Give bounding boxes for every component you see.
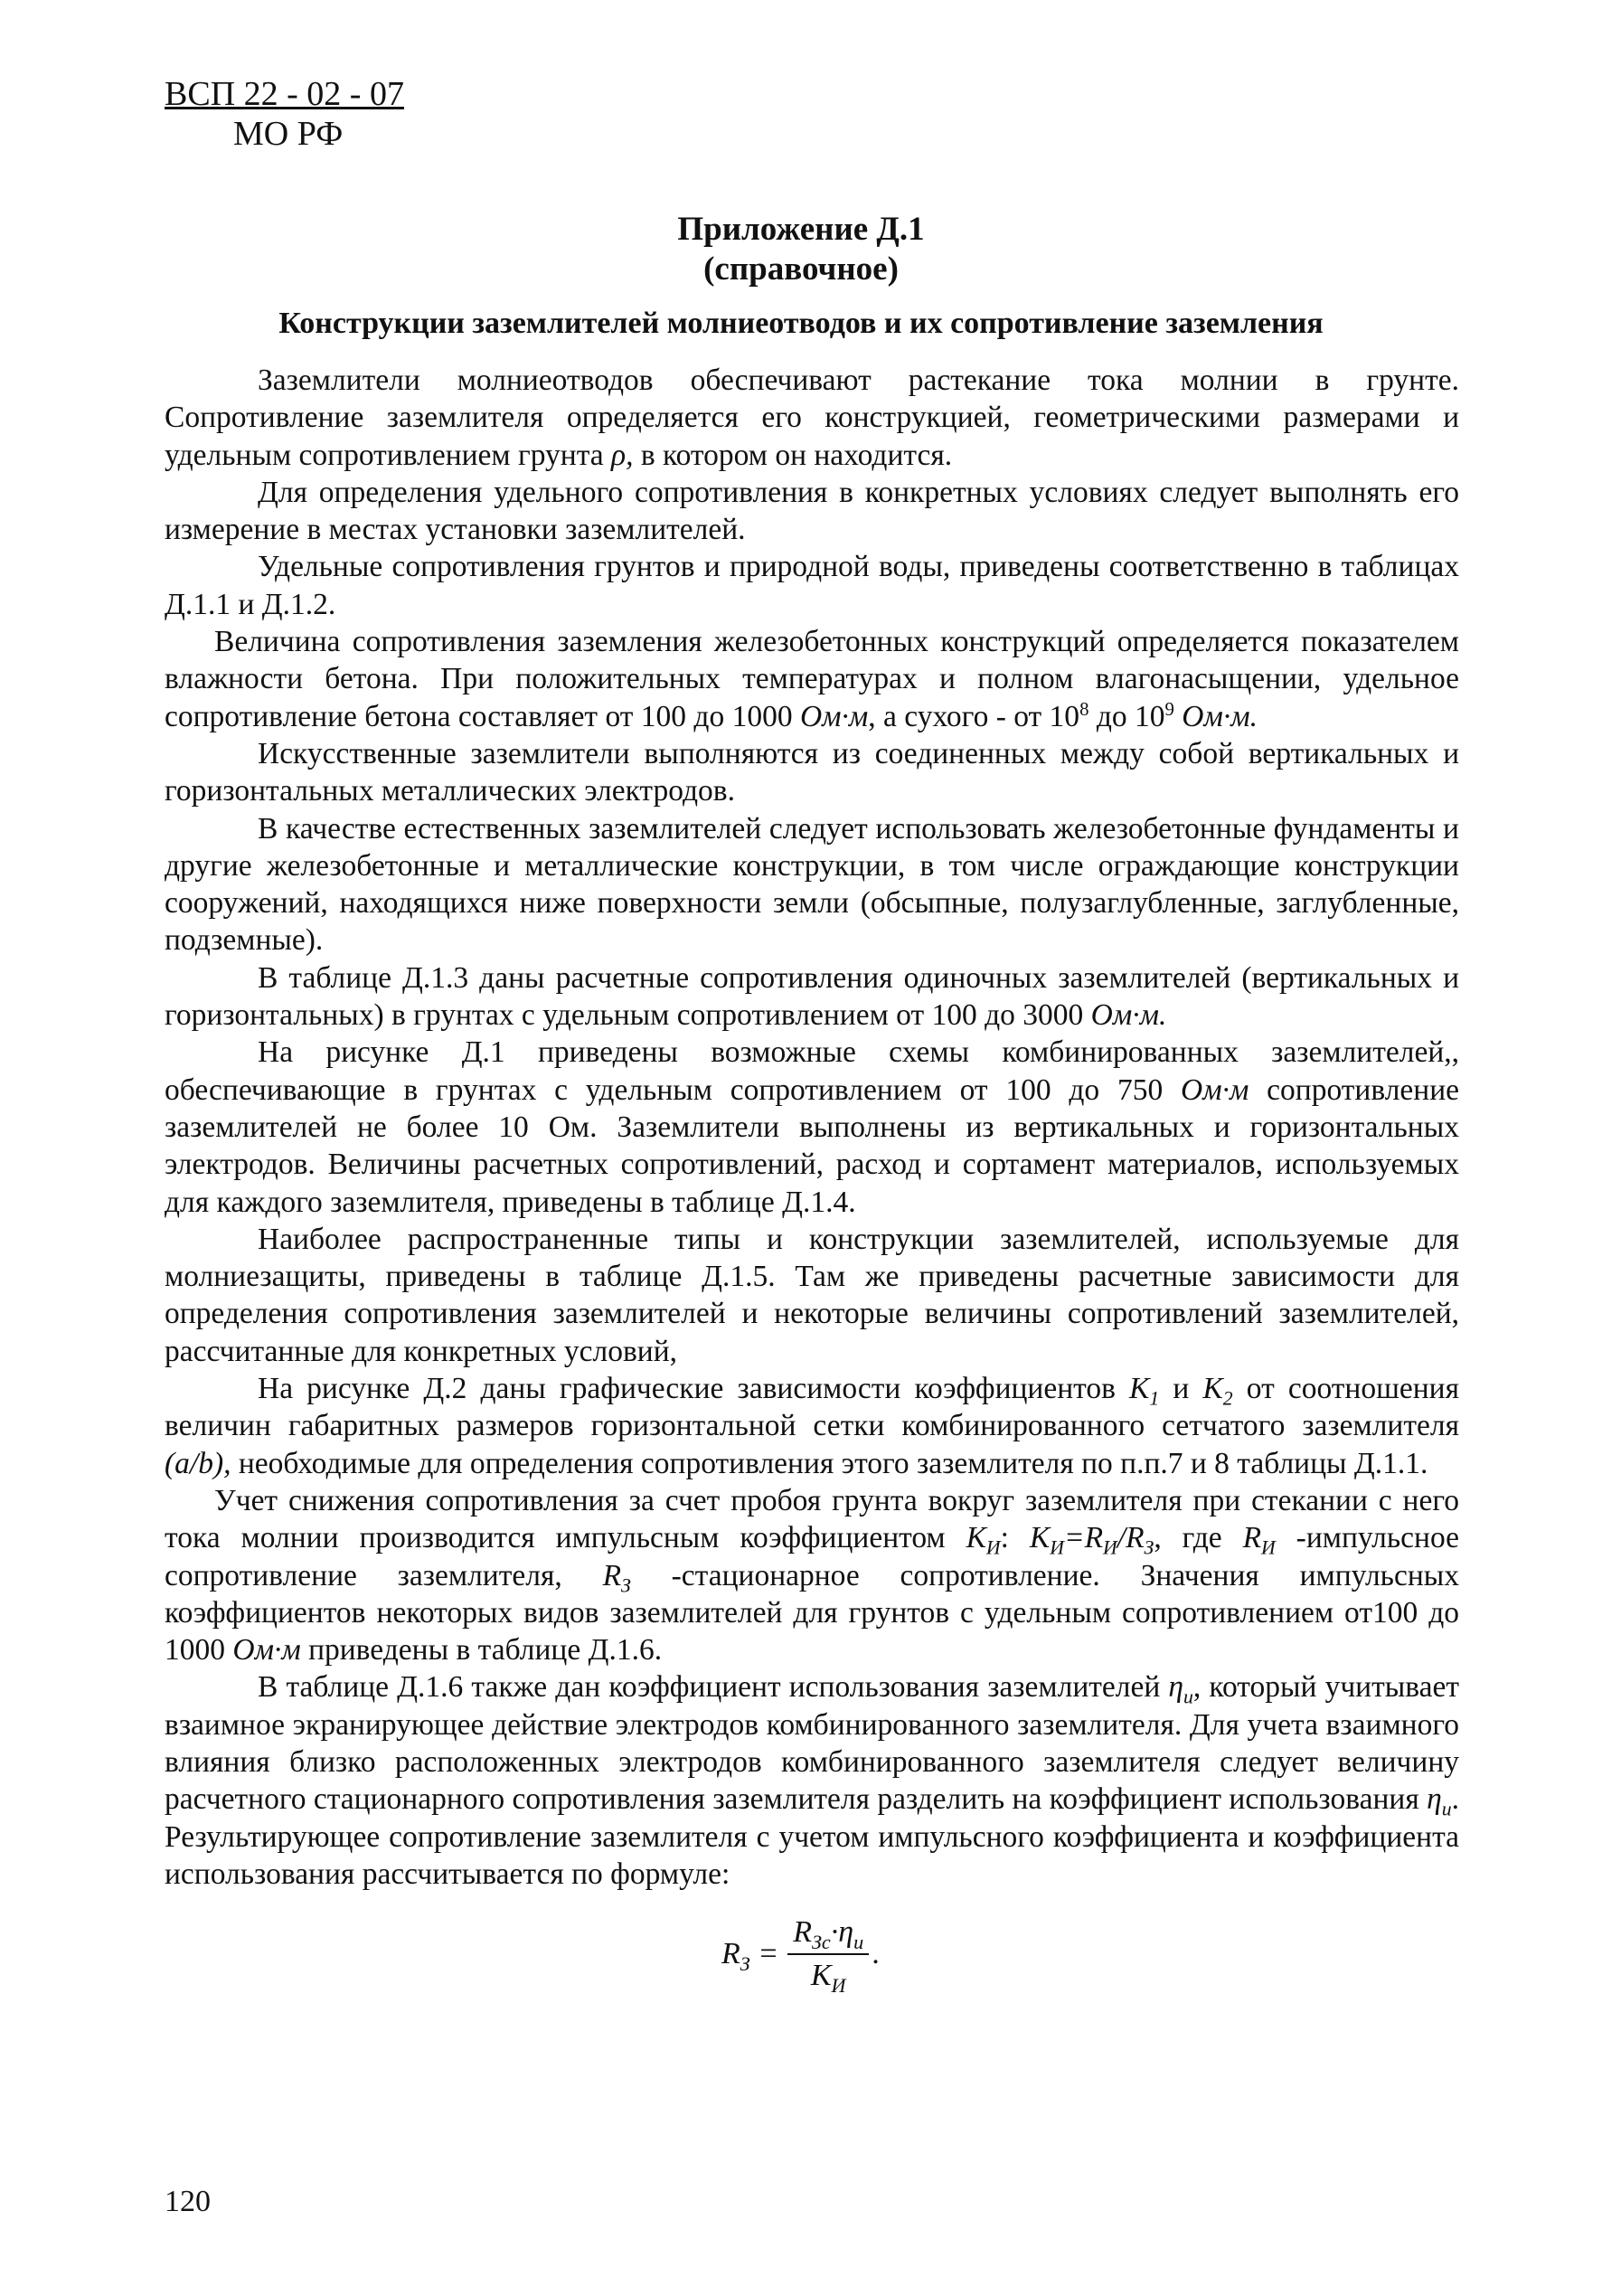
- formula-fraction: [787, 1915, 869, 1997]
- paragraph-4: Величина сопротивления заземления железобетонных конструкций определяется показателем влажности бетона. При положительных температурах и полном влагонасыщении, удельное сопротивление бетона составляет от 100 до 1000 Ом·м, а сухого - от $10^8$ до $10^9$ Ом·м.: [165, 625, 1459, 733]
- standard-code: ВСП 22 - 02 - 07: [165, 75, 404, 113]
- appendix-status: (справочное): [703, 250, 899, 288]
- paragraph-3: Удельные сопротивления грунтов и природной воды, приведены соответственно в таблицах Д.1.1 и Д.1.2.: [165, 550, 1459, 621]
- body-text: [165, 362, 1459, 1893]
- document-header: [165, 74, 404, 154]
- organization: МО РФ: [233, 115, 344, 153]
- formula-lhs: $R_З$ =: [721, 1937, 779, 1975]
- paragraph-10: На рисунке Д.2 даны графические зависимости коэффициентов $K_1$ и $K_2$ от соотношения величин габаритных размеров горизонтальной сетки комбинированного сетчатого заземлителя (a/b), необходимые для определения сопротивления этого заземлителя по п.п.7 и 8 таблицы Д.1.1.: [165, 1372, 1459, 1480]
- paragraph-5: Искусственные заземлители выполняются из соединенных между собой вертикальных и горизонтальных металлических электродов.: [165, 736, 1459, 808]
- formula-denominator: $K_И$: [810, 1959, 846, 1997]
- paragraph-6: В качестве естественных заземлителей следует использовать железобетонные фундаменты и другие железобетонные и металлические конструкции, в том числе ограждающие конструкции сооружений, находящихся ниже поверхности земли (обсыпные, полузаглубленные, заглубленные, подземные).: [165, 811, 1459, 958]
- appendix-number: Приложение Д.1: [677, 211, 925, 248]
- paragraph-11: Учет снижения сопротивления за счет пробоя грунта вокруг заземлителя при стекании с него тока молнии производится импульсным коэффициентом $K_И$: $K_И=R_И/R_З$, где $R_И$ -импульсное сопротивление заземлителя, $R_З$ -стационарное сопротивление. Значения импульсных коэффициентов некоторых видов заземлителей для грунтов с удельным сопротивлением от100 до 1000 Ом·м приведены в таблице Д.1.6.: [165, 1483, 1460, 1668]
- section-title: Конструкции заземлителей молниеотводов и их сопротивление заземления: [278, 307, 1324, 340]
- paragraph-9: Наиболее распространенные типы и конструкции заземлителей, используемые для молниезащиты, приведены в таблице Д.1.5. Там же приведены расчетные зависимости для определения сопротивления заземлителей и некоторые величины сопротивлений заземлителей, рассчитанные для конкретных условий,: [165, 1222, 1459, 1368]
- page-number: 120: [165, 2185, 211, 2218]
- paragraph-2: Для определения удельного сопротивления в конкретных условиях следует выполнять его измерение в местах установки заземлителей.: [165, 475, 1459, 547]
- paragraph-8: На рисунке Д.1 приведены возможные схемы комбинированных заземлителей,, обеспечивающие в грунтах с удельным сопротивлением от 100 до 750 Ом·м сопротивление заземлителей не более 10 Ом. Заземлители выполнены из вертикальных и горизонтальных электродов. Величины расчетных сопротивлений, расход и сортамент материалов, используемых для каждого заземлителя, приведены в таблице Д.1.4.: [165, 1035, 1460, 1219]
- paragraph-12: В таблице Д.1.6 также дан коэффициент использования заземлителей $\eta_и$, который учитывает взаимное экранирующее действие электродов комбинированного заземлителя. Для учета взаимного влияния близко расположенных электродов комбинированного заземлителя следует величину расчетного стационарного сопротивления заземлителя разделить на коэффициент использования $\eta_и$. Результирующее сопротивление заземлителя с учетом импульсного коэффициента и коэффициента использования рассчитывается по формуле:: [165, 1670, 1459, 1891]
- paragraph-1: Заземлители молниеотводов обеспечивают растекание тока молнии в грунте. Сопротивление заземлителя определяется его конструкцией, геометрическими размерами и удельным сопротивлением грунта ρ, в котором он находится.: [165, 364, 1459, 472]
- resistance-formula: [721, 1915, 881, 1997]
- formula-period: .: [872, 1937, 881, 1970]
- appendix-heading: [0, 210, 1602, 289]
- formula-numerator: $R_{Зс}\cdot\eta_и$: [787, 1915, 869, 1955]
- paragraph-7: В таблице Д.1.3 даны расчетные сопротивления одиночных заземлителей (вертикальных и горизонтальных) в грунтах с удельным сопротивлением от 100 до 3000 Ом·м.: [165, 960, 1459, 1033]
